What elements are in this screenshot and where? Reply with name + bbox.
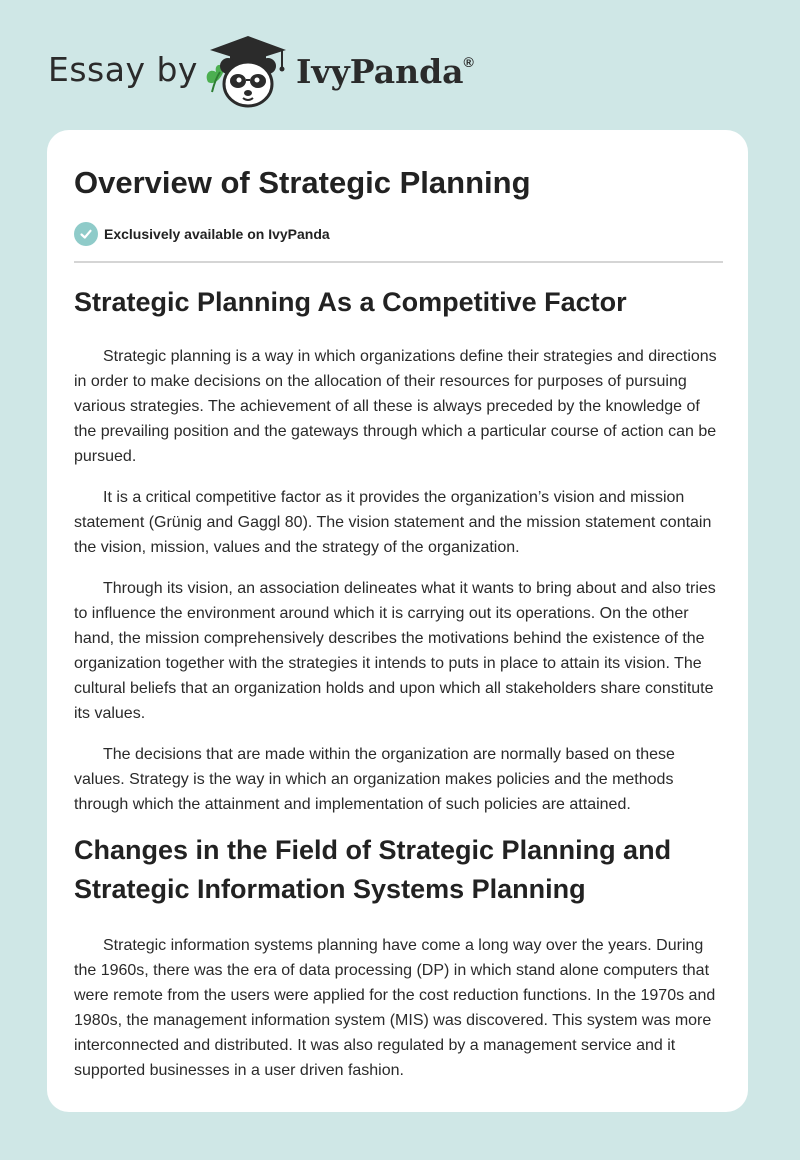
section-heading: Changes in the Field of Strategic Planning and Strategic Information Systems Planning [74,835,672,904]
paragraph: Through its vision, an association delineates what it wants to bring about and also tries to influence the environment around which it is carrying out its operations. On the other hand, the mission comprehensively describes the motivations behind the existence of the organization together with the strategies it intends to puts in place to attain its vision. The cultural beliefs that an organization holds and upon which all stakeholders share constitute its values. [74,580,716,722]
exclusive-badge-label: Exclusively available on IvyPanda [104,226,330,242]
divider [74,261,723,263]
essay-body [74,280,726,1083]
page-title: Overview of Strategic Planning [74,165,531,200]
paragraph: The decisions that are made within the organization are normally based on these values. Strategy is the way in which an organization makes policies and the methods through which the attainment and implementation of such policies are attained. [74,746,675,813]
essay-by-label: Essay by [48,50,198,89]
check-circle-icon [74,222,98,246]
section-heading: Strategic Planning As a Competitive Factor [74,287,627,317]
essay-card [47,130,748,1112]
exclusive-badge [74,222,330,246]
paragraph: It is a critical competitive factor as it provides the organization’s vision and mission statement (Grünig and Gaggl 80). The vision statement and the mission statement contain the vision, mission, values and the strategy of the organization. [74,489,712,556]
brand-name[interactable]: IvyPanda® [296,52,474,91]
paragraph: Strategic information systems planning have come a long way over the years. During the 1960s, there was the era of data processing (DP) in which stand alone computers that were remote from the users were applied for the cost reduction functions. In the 1970s and 1980s, the management information system (MIS) was discovered. This system was more interconnected and distributed. It was also regulated by a management service and it supported businesses in a user driven fashion. [74,937,716,1079]
registered-mark: ® [463,54,474,70]
paragraph: Strategic planning is a way in which organizations define their strategies and directions in order to make decisions on the allocation of their resources for purposes of pursuing various strategies. The achievement of all these is always preceded by the knowledge of the prevailing position and the gateways through which a particular course of action can be pursued. [74,348,717,465]
panda-logo-icon [200,34,290,110]
site-header [0,0,800,130]
